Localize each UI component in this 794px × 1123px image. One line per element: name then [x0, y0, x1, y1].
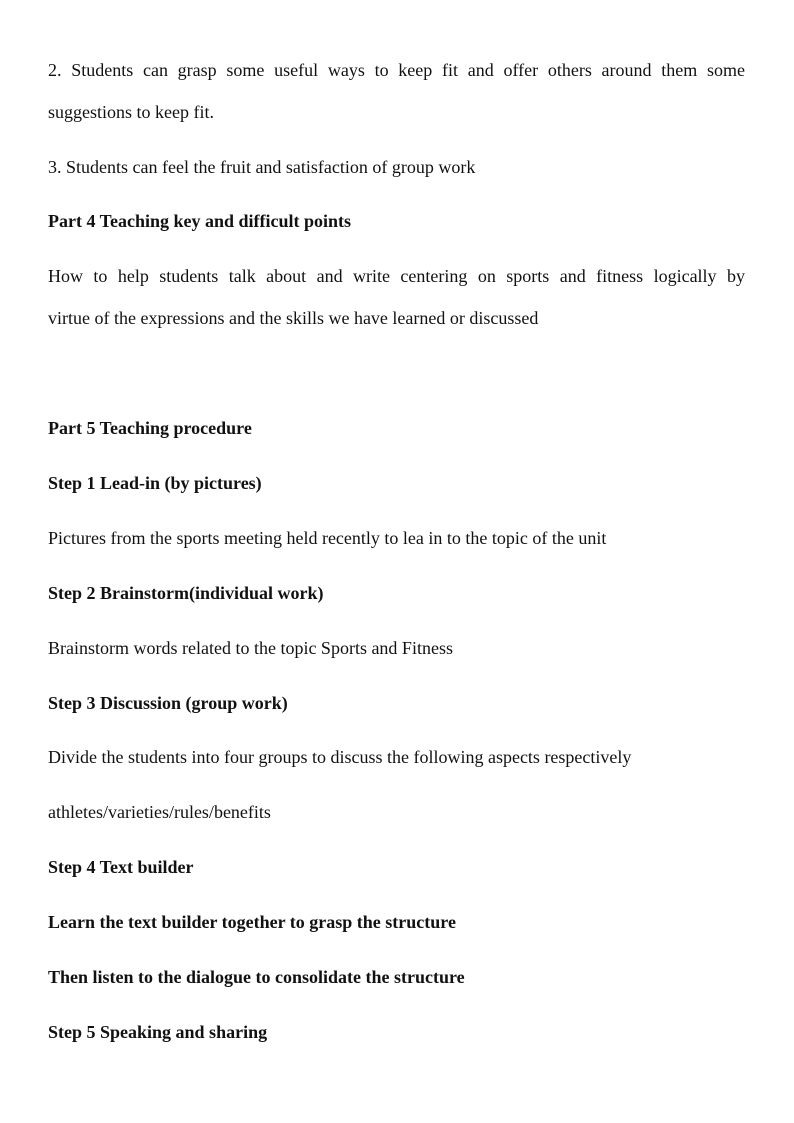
- part-4-heading: Part 4 Teaching key and difficult points: [48, 211, 352, 231]
- step-4-heading: Step 4 Text builder: [48, 857, 194, 877]
- step-3-body-line-1: Divide the students into four groups to discuss the following aspects respectively: [48, 747, 632, 767]
- objective-2-line-2: suggestions to keep fit.: [48, 102, 214, 122]
- step-3-body-line-2: athletes/varieties/rules/benefits: [48, 802, 271, 822]
- step-5-heading: Step 5 Speaking and sharing: [48, 1022, 268, 1042]
- part-5-heading: Part 5 Teaching procedure: [48, 418, 252, 438]
- step-2-heading: Step 2 Brainstorm(individual work): [48, 583, 324, 603]
- step-2-body: Brainstorm words related to the topic Sports and Fitness: [48, 638, 453, 658]
- part-4-body-line-1: How to help students talk about and write centering on sports and fitness logically by: [48, 266, 745, 286]
- step-4-body-line-1: Learn the text builder together to grasp the structure: [48, 912, 456, 932]
- part-4-body-line-2: virtue of the expressions and the skills we have learned or discussed: [48, 308, 539, 328]
- step-1-body: Pictures from the sports meeting held recently to lea in to the topic of the unit: [48, 528, 607, 548]
- step-4-body-line-2: Then listen to the dialogue to consolidate the structure: [48, 967, 465, 987]
- step-3-heading: Step 3 Discussion (group work): [48, 693, 288, 713]
- objective-3: 3. Students can feel the fruit and satisfaction of group work: [48, 157, 476, 177]
- step-1-heading: Step 1 Lead-in (by pictures): [48, 473, 262, 493]
- objective-2-line-1: 2. Students can grasp some useful ways to keep fit and offer others around them some: [48, 60, 745, 80]
